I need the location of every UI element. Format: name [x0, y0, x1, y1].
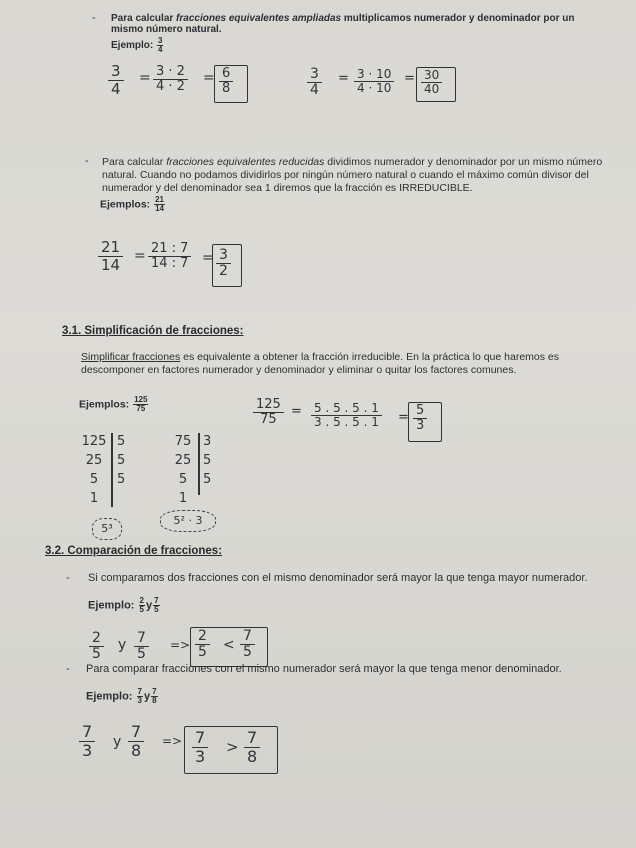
dividend-column: 125 25 5 1	[81, 434, 107, 506]
reduced-paragraph: Para calcular fracciones equivalentes reducidas dividimos numerador y denominador por un mismo número natural. Cuando no podamos dividirlos por ningún número natural o cuando el máximo común divisor del numerador y del denominador sea 1 diremos que la fracción es IRREDUCIBLE.	[102, 156, 603, 194]
equals-sign: =	[338, 71, 349, 86]
divisor-column: 5 5 5	[117, 434, 126, 487]
example-fraction: $\frac{3}{4}$	[158, 36, 163, 54]
hw-fraction: 7 8	[128, 724, 144, 759]
bullet: -	[85, 155, 89, 167]
bullet: -	[66, 572, 70, 584]
hw-fraction: 3 · 10 4 · 10	[354, 68, 394, 95]
hw-fraction: 30 40	[421, 69, 442, 96]
hw-fraction: 7 5	[134, 631, 149, 662]
divisor-column: 3 5 5	[203, 434, 212, 487]
example-fraction: $\frac{7}{8}$	[152, 687, 157, 705]
example-fraction: $\frac{7}{5}$	[154, 596, 159, 614]
comparison-rule-1: Si comparamos dos fracciones con el mismo denominador será mayor la que tenga mayor numerador.	[88, 572, 588, 584]
equals-sign: =	[291, 404, 302, 419]
example-fraction: $\frac{125}{75}$	[134, 395, 148, 413]
equals-sign: =	[202, 250, 214, 266]
example-line: Ejemplos: $\frac{125}{75}$	[79, 395, 148, 413]
hw-fraction: 2 5	[89, 631, 104, 662]
equals-sign: =	[398, 410, 409, 425]
hw-fraction: 3 2	[216, 248, 231, 279]
bullet: -	[66, 663, 70, 675]
implies-arrow: =>	[162, 734, 183, 748]
example-line: Ejemplo: $\frac{7}{3}$ y $\frac{7}{8}$	[86, 687, 157, 705]
factor-result: 5³	[92, 518, 122, 540]
section-heading: 3.1. Simplificación de fracciones:	[62, 325, 244, 337]
equals-sign: =	[139, 70, 151, 86]
hw-fraction: 21 : 7 14 : 7	[148, 242, 191, 271]
simplification-paragraph: Simplificar fracciones es equivalente a obtener la fracción irreducible. En la práctica lo que haremos es descomponer en factores numerador y denominador y eliminar o quitar los factores comunes.	[81, 351, 560, 376]
example-line: Ejemplo: $\frac{2}{5}$ y $\frac{7}{5}$	[88, 596, 159, 614]
hw-fraction: 7 5	[240, 629, 255, 660]
example-fraction: $\frac{2}{5}$	[139, 596, 144, 614]
section-heading: 3.2. Comparación de fracciones:	[45, 545, 223, 557]
hw-fraction: 6 8	[219, 67, 233, 96]
hw-fraction: 3 4	[307, 67, 322, 98]
hw-fraction: 7 3	[79, 724, 95, 759]
equals-sign: =	[134, 248, 146, 264]
example-fraction: $\frac{7}{3}$	[137, 687, 142, 705]
hw-fraction: 3 4	[108, 64, 124, 97]
example-fraction: $\frac{21}{14}$	[155, 195, 165, 213]
factor-result: 5² · 3	[160, 510, 216, 532]
bullet: -	[92, 12, 96, 24]
hw-fraction: 125 75	[253, 398, 284, 427]
example-line: Ejemplos: $\frac{21}{14}$	[100, 195, 165, 213]
hw-fraction: 5 3	[413, 404, 427, 433]
hw-fraction: 5 . 5 . 5 . 1 3 . 5 . 5 . 1	[311, 402, 382, 429]
word-y: y	[113, 734, 122, 750]
greater-than-sign: >	[226, 738, 239, 756]
amplified-paragraph: Para calcular fracciones equivalentes ampliadas multiplicamos numerador y denominador por un mismo número natural.	[111, 13, 575, 35]
hw-fraction: 21 14	[98, 240, 123, 273]
hw-fraction: 7 8	[244, 730, 260, 765]
less-than-sign: <	[223, 637, 235, 653]
division-line	[198, 433, 200, 495]
dividend-column: 75 25 5 1	[174, 434, 192, 506]
hw-fraction: 3 · 2 4 · 2	[153, 65, 188, 94]
word-y: y	[118, 637, 127, 653]
example-line: Ejemplo: $\frac{3}{4}$	[111, 36, 163, 54]
equals-sign: =	[203, 70, 215, 86]
hw-fraction: 2 5	[195, 629, 210, 660]
division-line	[111, 433, 113, 507]
comparison-rule-2: Para comparar fracciones con el mismo numerador será mayor la que tenga menor denominador.	[86, 663, 562, 675]
hw-fraction: 7 3	[192, 730, 208, 765]
equals-sign: =	[404, 71, 415, 86]
implies-arrow: =>	[170, 638, 191, 652]
